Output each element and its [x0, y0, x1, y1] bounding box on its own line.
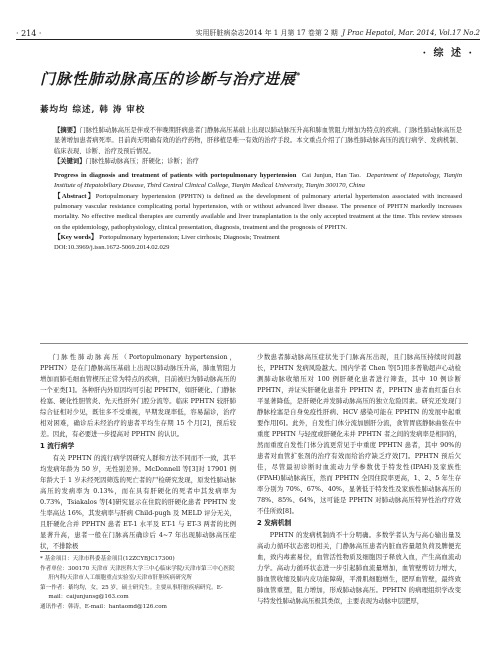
column-tag: · 综 述 · — [422, 48, 474, 59]
footnote-affiliation: 作者单位：300170 天津市 天津医科大学三中心临床学院/天津市第三中心医院肝内科/天津市人工细胞重点实验室/天津市肝胆疾病研究所 — [40, 565, 235, 582]
abstract-cn-label: 【摘要】 — [54, 127, 80, 134]
title-footnote-mark: * — [296, 70, 302, 80]
section-heading-epidemiology: 1 流行病学 — [40, 442, 75, 450]
body-column-left — [40, 352, 236, 552]
journal-info-cn: 实用肝脏病杂志2014 年 1 月第 17 卷第 2 期 — [195, 29, 338, 37]
keywords-cn-text: 门脉性肺动脉高压；肝硬化；诊断；治疗 — [85, 157, 199, 165]
intro-paragraph: 门脉性肺动脉高压（Portopulmonary hypertension，PPHTN）是在门静脉高压基础上出现以肺动脉压升高，肺血管阻力增加而肺毛细血管楔压正常为特点的疾病，目前被归为肺动脉高压的一个亚类[1]。各种肝内外原因均可引起 PPHTN，如肝硬化、门静脉栓塞、硬化性胆管炎、先天性肝外门腔分流等。临床 PPHTN 较肝肺综合征相对少见，既往多不受重视，早期发现率低，容易漏诊，治疗相对困难，确诊后未经治疗的患者平均生存期 15 个月[2]，预后较差。因此，有必要进一步提高对 PPHTN 的认识。 — [40, 353, 236, 438]
abstract-en-text: Portopulmonary hypertension (PPHTN) is defined as the development of pulmonary arterial hypertension associated with increased pulmonary vascular resistance complicating portal hypertension, with or without advanced liver disease. The presence of PPHTN markedly increases mortality. No effective medical therapies are currently available and liver transplantation is the only accepted treatment at the time. This review stresses on the epidemiology, pathophysiology, clinical presentation, diagnosis, treatment and the prognosis of PPHTN. — [54, 192, 462, 231]
abstract-en-heading — [54, 171, 462, 192]
pathogenesis-paragraph: PPHTN 的发病机制尚不十分明确。多数学者认为与高心输出量及高动力循环状态密切相关，门静脉高压患者内脏血容量超负荷及脾便充血，致内毒素易位，血管活性物质及细胞因子释放入血，产生高血流动力学。高动力循环状态进一步引起肺血流量增加，血管壁剪切力增大，肺血管收缩及肺内皮功能障碍，平滑肌细胞增生，肥厚血管壁，最终致肺血管重塑，阻力增加，形成肺动脉高压。PPHTN 的病理组织学改变与特发性肺动脉高压极其类似，主要表现为动脉中层肥厚， — [257, 531, 461, 605]
article-title — [40, 68, 301, 89]
article-title-text: 门脉性肺动脉高压的诊断与治疗进展 — [40, 70, 297, 88]
body-column-right — [257, 352, 461, 607]
abstract-en-affiliation: Department of Hepatology, Tianjin Institute of Hepatobiliary Disease, Third Central Clinical College, Tianjin Medical University, Tianjin 300170, China — [54, 172, 463, 190]
abstract-en-body — [54, 192, 462, 233]
footnote-fund: * 基金项目：天津市科委基金项目(12ZCYBJC17300) — [40, 556, 175, 562]
page-header — [16, 24, 480, 38]
article-authors: 綦均均 综述, 韩 涛 审校 — [40, 105, 146, 115]
journal-info-en: J Prac Hepatol, Mar. 2014, Vol.17 No.2 — [342, 29, 480, 37]
abstract-block — [54, 126, 462, 254]
abstract-cn-keywords — [54, 157, 462, 167]
abstract-cn-summary — [54, 126, 462, 157]
header-rule — [16, 39, 480, 40]
section-heading-pathogenesis: 2 发病机制 — [257, 519, 292, 527]
epidemiology-continued-paragraph: 少数患者肺动脉高压症状先于门脉高压出现，且门脉高压持续时间越长，PPHTN 发病风险越大。国内学者 Chen 等[5]用多普勒超声心动检测肺动脉收缩压对 100 例肝硬化患者进行筛查，其中 10 例诊断 PPHTN，并证实肝硬化患者升 PPHTN 者，PPHTN 患者血红蛋白水平显著降低，是肝硬化并发肺动脉高压的独立危险因素。研究还发现门静脉栓塞是自身免疫性肝病、HCV 感染可能在 PPHTN 的发展中起重要作用[6]。此外，自发性门体分流加剧肝分流，食管胃底静脉曲张在中重度 PPHTN 与轻度或肝硬化未并 PPHTN 者之间的发病率是相同的，然而重度自发性门体分流更常见于中重度 PPHTN 患者，其中 90%的患者对血管扩张剂的治疗有效而给治疗缺乏疗效[7]。PPHTN 预后欠佳，尽管最初诊断时血流动力学参数优于特发性(IPAH)及家族性(FPAH)肺动脉高压，然而 PPHTN 全因住院率更高，1、2、5 年生存率分别为 70%、67%、40%，显著低于特发性及家族性肺动脉高压的 78%、85%、64%，这可能是 PPHTN 对肺动脉高压特异性治疗疗效不佳所致[8]。 — [257, 353, 461, 515]
abstract-en-authors: Cai Junjun, Han Tao. — [301, 172, 361, 180]
footnote-rule — [40, 551, 110, 552]
keywords-cn-label: 【关键词】 — [54, 157, 86, 165]
footnote-corresponding: 通讯作者：韩涛，E-mail：hantaomd@126.com — [40, 603, 167, 610]
footnotes — [40, 555, 236, 613]
abstract-divider — [40, 343, 468, 344]
footnote-first-author: 第一作者：綦均均，女，25 岁，硕士研究生。主要从事肝脏疾病研究。E-mail：caijunjunsg@163.com — [40, 584, 223, 601]
abstract-en-title: Progress in diagnosis and treatment of patients with portopulmonary hypertension — [54, 172, 297, 180]
abstract-cn-text: 门脉性肺动脉高压是伴或不伴晚期肝病患者门静脉高压基础上出现以肺动脉压升高和肺血管阻力增加为特点的疾病。门脉性肺动脉高压是显著增加患者病死率。目前尚无明确有效的治疗药物，肝移植是唯一有效的治疗手段。本文重点介绍了门脉性肺动脉高压的流行病学、发病机制、临床表现、诊断、治疗及预后情况。 — [54, 127, 463, 155]
abstract-en-label: 【Abstract】 — [54, 192, 96, 200]
doi: DOI:10.3969/j.issn.1672-5069.2014.02.029 — [54, 244, 170, 252]
keywords-en-label: 【Key words】 — [54, 233, 98, 241]
keywords-en-text: Portopulmonary hypertension; Liver cirrhosis; Diagnosis; Treatment — [99, 233, 280, 241]
abstract-en-keywords — [54, 233, 462, 243]
page-number: · 214 · — [16, 29, 42, 38]
epidemiology-paragraph: 有关 PPHTN 的流行病学因研究人群和方法不同而不一致，其平均发病年龄为 50 岁，无性别差异。McDonnell 等[3]对 17901 例年龄大于 1 岁未经死因筛选的死亡者的尸检研究发现，原发性肺动脉高压的发病率为 0.13%，而在具有肝硬化的死者中其发病率为 0.73%，Tsiakalos 等[4]研究显示在住院的肝硬化患者 PPHTN 发生率高达 16%，其发病率与肝病 Child-pugh 及 MELD 评分无关，且肝硬化合并 PPHTN 患者 ET-1 水平及 ET-1 与 ET-3 两者的比例显著升高，患者一般在门脉高压确诊后 4~7 年出现肺动脉高压症状，不排除极 — [40, 454, 236, 550]
journal-info — [196, 28, 480, 38]
